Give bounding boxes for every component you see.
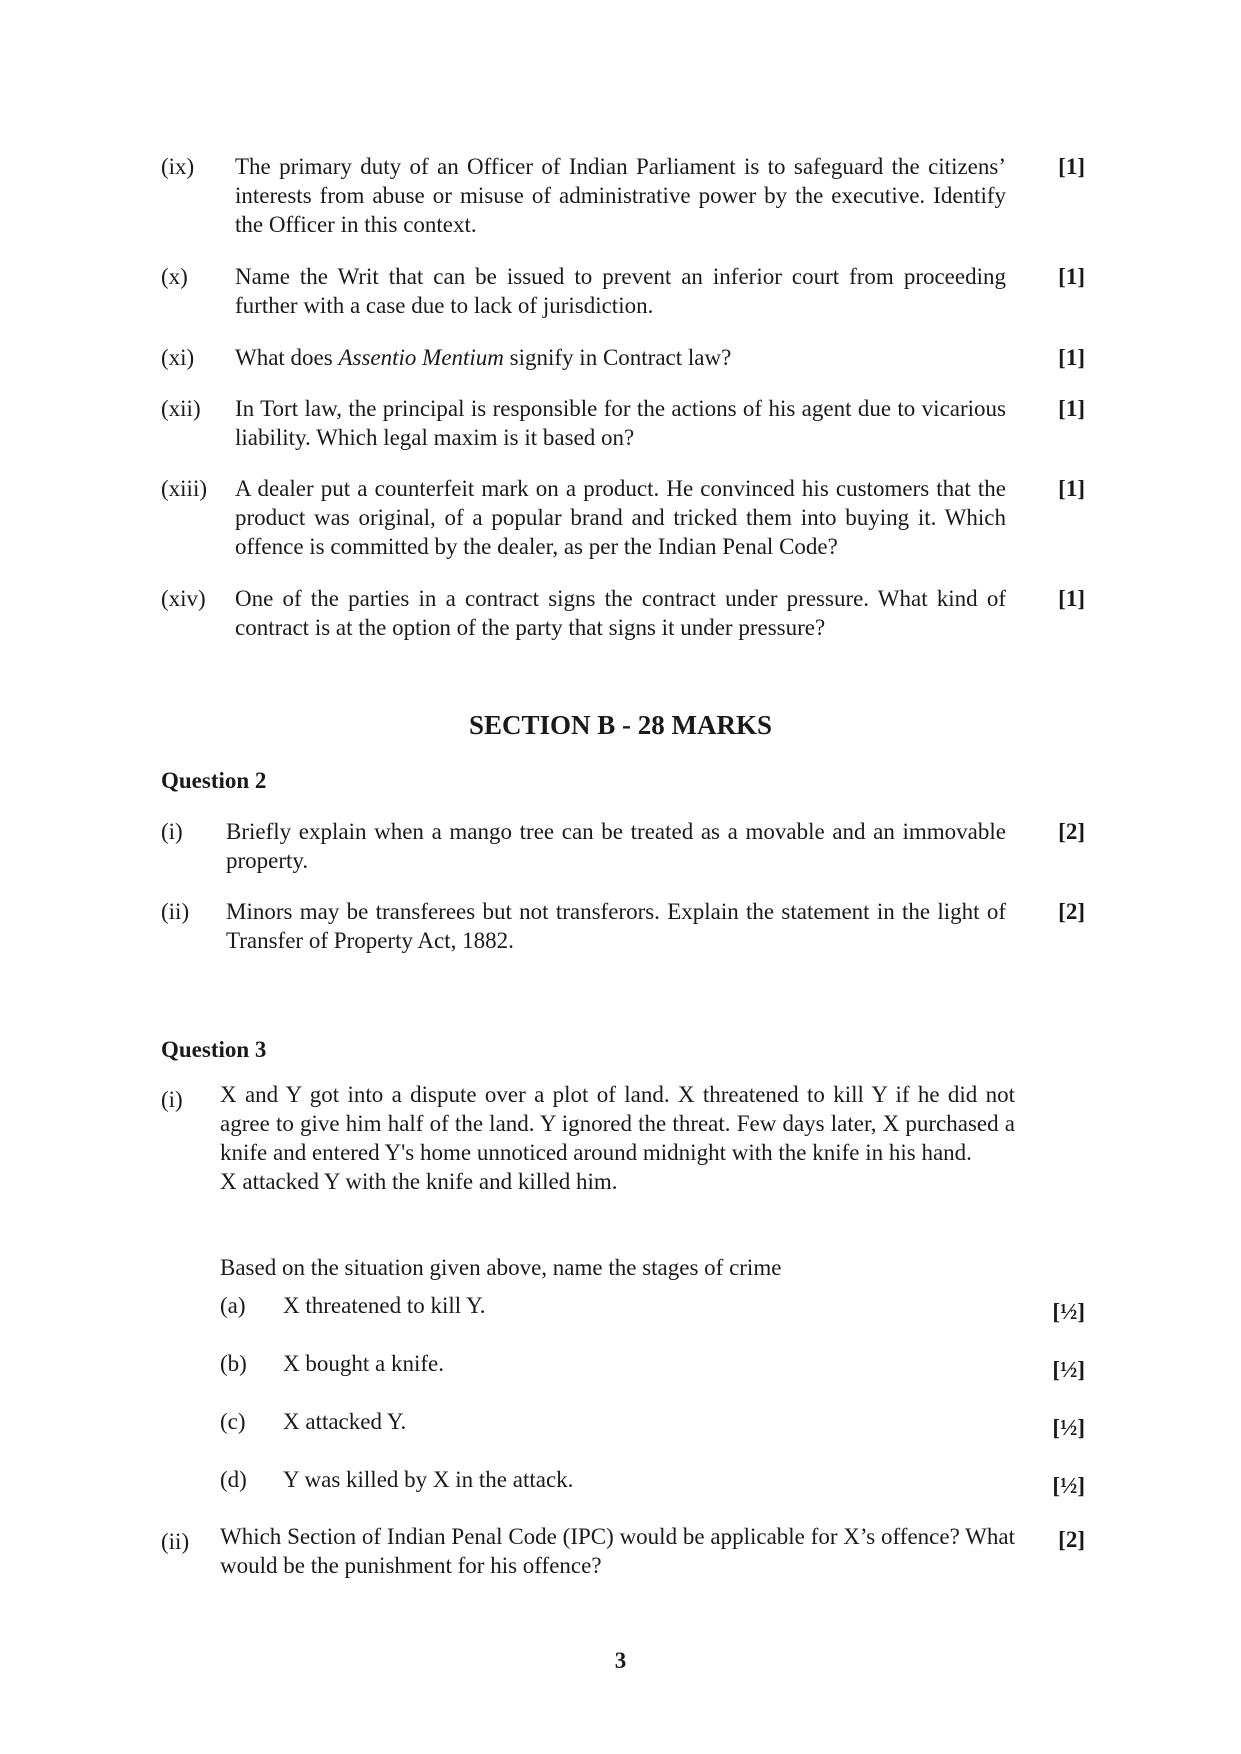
- scenario-text: [220, 1080, 1015, 1196]
- subitem-letter: (c): [220, 1409, 246, 1434]
- question-item-2-i: [161, 817, 1085, 877]
- item-text: Which Section of Indian Penal Code (IPC) would be applicable for X’s offence? What would be the punishment for his offence?: [220, 1524, 1015, 1578]
- subitem-letter: (d): [220, 1467, 247, 1492]
- subitem-text: Y was killed by X in the attack.: [283, 1467, 574, 1492]
- item-text: Briefly explain when a mango tree can be treated as a movable and an immovable property.: [226, 819, 1006, 873]
- marks-badge: [1]: [1058, 586, 1085, 611]
- latin-term: Assentio Mentium: [338, 345, 504, 370]
- marks-badge: [½]: [1052, 1299, 1085, 1324]
- page-number: 3: [614, 1648, 627, 1673]
- question-item-x: [161, 262, 1085, 322]
- question-title: Question 3: [161, 1037, 267, 1062]
- subitem-text: X bought a knife.: [283, 1351, 444, 1376]
- subitem-text: X threatened to kill Y.: [283, 1293, 486, 1318]
- marks-badge: [1]: [1058, 345, 1085, 370]
- item-number: (xiii): [161, 476, 207, 501]
- item-text: [235, 343, 1006, 372]
- marks-badge: [½]: [1052, 1415, 1085, 1440]
- item-number: (i): [161, 1087, 183, 1112]
- question-item-3-i: [161, 1080, 1085, 1230]
- marks-badge: [1]: [1058, 476, 1085, 501]
- item-number: (x): [161, 264, 188, 289]
- subquestion-a: [220, 1291, 1085, 1325]
- marks-badge: [1]: [1058, 264, 1085, 289]
- item-number: (xi): [161, 345, 195, 370]
- subquestion-b: [220, 1349, 1085, 1383]
- question-item-xi: [161, 343, 1085, 373]
- item-text: The primary duty of an Officer of Indian Parliament is to safeguard the citizens’ interests from abuse or misuse of administrative power by the executive. Identify the Officer in this context.: [235, 154, 1006, 237]
- item-number: (xii): [161, 396, 201, 421]
- subquestion-c: [220, 1407, 1085, 1441]
- marks-badge: [1]: [1058, 154, 1085, 179]
- subitem-text: X attacked Y.: [283, 1409, 407, 1434]
- item-number: (ix): [161, 154, 195, 179]
- marks-badge: [2]: [1058, 899, 1085, 924]
- marks-badge: [½]: [1052, 1357, 1085, 1382]
- subquestion-prompt: Based on the situation given above, name the stages of crime: [220, 1255, 782, 1280]
- item-text: A dealer put a counterfeit mark on a product. He convinced his customers that the product was original, of a popular brand and tricked them into buying it. Which offence is committed by the dealer, as per the Indian Penal Code?: [235, 476, 1006, 559]
- question-item-3-ii: [161, 1522, 1085, 1582]
- item-number: (xiv): [161, 586, 206, 611]
- item-text: In Tort law, the principal is responsible for the actions of his agent due to vicarious liability. Which legal maxim is it based on?: [235, 396, 1006, 450]
- item-text: Name the Writ that can be issued to prevent an inferior court from proceeding further with a case due to lack of jurisdiction.: [235, 264, 1006, 318]
- scenario-last-line: X attacked Y with the knife and killed him.: [220, 1169, 618, 1194]
- item-text: One of the parties in a contract signs the contract under pressure. What kind of contract is at the option of the party that signs it under pressure?: [235, 586, 1006, 640]
- item-number: (ii): [161, 1529, 190, 1554]
- subquestion-d: [220, 1465, 1085, 1499]
- section-heading: SECTION B - 28 MARKS: [468, 710, 773, 740]
- question-title: Question 2: [161, 768, 267, 793]
- item-text-before: What does: [235, 345, 339, 370]
- item-number: (i): [161, 819, 183, 844]
- question-item-xiv: [161, 584, 1085, 644]
- item-text-after: signify in Contract law?: [503, 345, 732, 370]
- question-item-ix: [161, 152, 1085, 242]
- marks-badge: [2]: [1058, 1527, 1085, 1552]
- question-item-xiii: [161, 474, 1085, 564]
- item-number: (ii): [161, 899, 190, 924]
- marks-badge: [½]: [1052, 1473, 1085, 1498]
- question-item-xii: [161, 394, 1085, 454]
- item-text: Minors may be transferees but not transferors. Explain the statement in the light of Transfer of Property Act, 1882.: [226, 899, 1006, 953]
- marks-badge: [1]: [1058, 396, 1085, 421]
- marks-badge: [2]: [1058, 819, 1085, 844]
- question-item-2-ii: [161, 897, 1085, 957]
- subitem-letter: (b): [220, 1351, 247, 1376]
- subitem-letter: (a): [220, 1293, 246, 1318]
- scenario-paragraph: X and Y got into a dispute over a plot of land. X threatened to kill Y if he did not agree to give him half of the land. Y ignored the threat. Few days later, X purchased a knife and entered Y's home unnoticed around midnight with the knife in his hand.: [220, 1082, 1015, 1165]
